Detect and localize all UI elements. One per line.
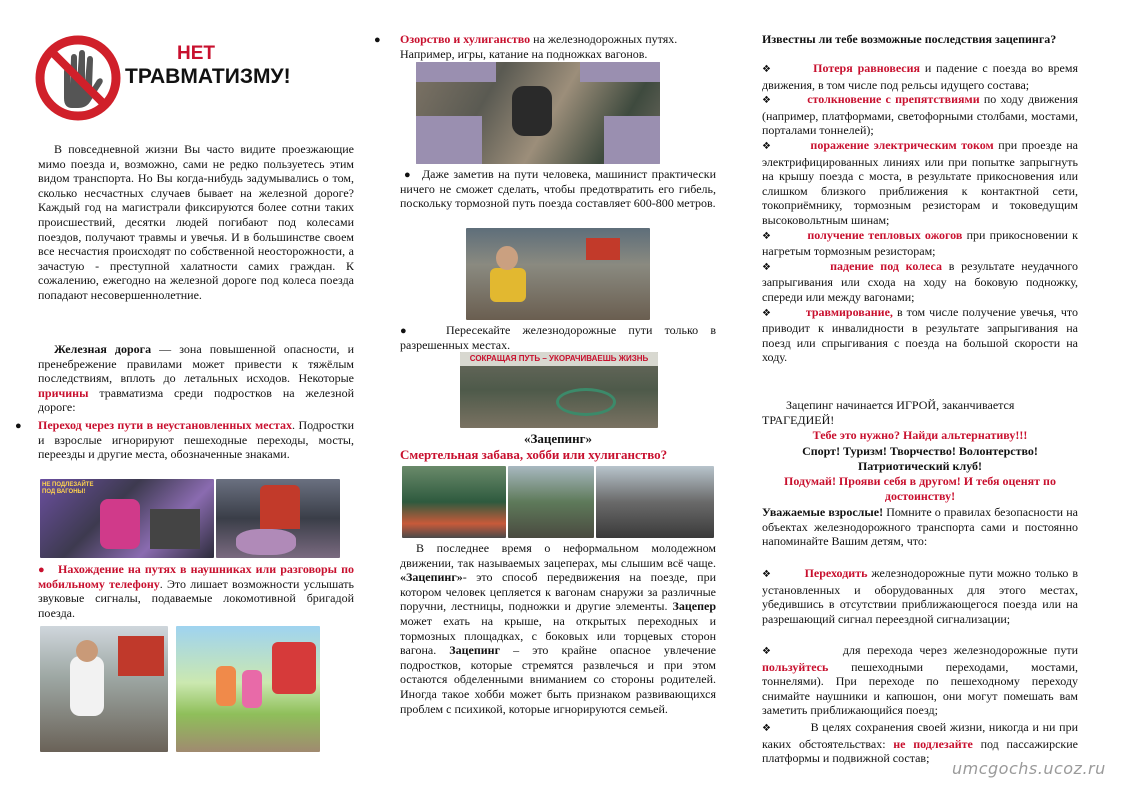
bullet-dot: ● xyxy=(15,420,22,432)
zacepping-subtitle: Смертельная забава, хобби или хулиганство? xyxy=(400,447,668,462)
find-alternative: Тебе это нужно? Найди альтернативу!!! xyxy=(812,428,1028,442)
zp-d: Зацепер xyxy=(672,599,716,614)
crossing-red: Переход через пути в неустановленных местах xyxy=(38,418,293,432)
rule2-text: пешеходными переходами, мостами, тоннелями). При переходе по пешеходному переходу снимайте наушники и капюшон, они могут помешать вам заметить приближающийся поезд; xyxy=(762,659,1078,718)
rule2-a: для перехода через железнодорожные пути xyxy=(842,643,1078,657)
adults-bold: Уважаемые взрослые! xyxy=(762,505,884,519)
rule2-red: пользуйтесь xyxy=(762,659,829,674)
photo-bike-on-rails xyxy=(460,352,658,428)
item-red: Потеря равновесия xyxy=(813,61,921,75)
rule3-text: под пассажирские платформы и подвижной состав; xyxy=(762,736,1078,766)
photo-caption-sign: НЕ ПОДЛЕЗАЙТЕ ПОД ВАГОНЫ! xyxy=(42,482,94,495)
zacepping-title: «Зацепинг» xyxy=(524,431,592,446)
bullet-permitted: Пересекайте железнодорожные пути только в разрешенных местах. xyxy=(400,323,716,352)
bullet-brake: Даже заметив на пути человека, машинист практически ничего не сможет сделать, чтобы предотвратить его гибель, поскольку тормозной путь поезда составляет 600-800 метров. xyxy=(400,167,716,211)
photo-train-surfers-1 xyxy=(402,466,506,538)
bullet-mischief xyxy=(400,32,716,61)
bullet-dot-c2-1: ● xyxy=(374,34,381,46)
logo xyxy=(34,34,124,124)
list-item: ❖ получение тепловых ожогов при прикосновении к нагретым тормозным резисторам; xyxy=(762,227,1078,259)
bullet-headphones xyxy=(38,562,354,620)
item-text: по ходу движения (например, платформами, светофорными столбами, мостами, порталами тоннелей); xyxy=(762,92,1078,138)
list-item: ❖ травмирование, в том числе получение увечья, что приводит к инвалидности в результате запрыгивания на поезд или спрыгивания с поезда на большой скорости на ходу. xyxy=(762,304,1078,365)
crossing-text: . Подростки и взрослые игнорируют пешеходные переходы, мосты, переезды и другие места, обозначенные знаками. xyxy=(38,418,355,462)
photo-kids-tracks xyxy=(176,626,320,752)
bullet-dot-c2-2: ● xyxy=(404,169,411,181)
photo-train-surfers-2 xyxy=(508,466,594,538)
rule-pedestrian: ❖ для перехода через железнодорожные пути пользуйтесь пешеходными переходами, мостами, тоннелями). При переходе по пешеходному переходу снимайте наушники и капюшон, они могут помешать вам заметить приближающийся поезд; xyxy=(762,643,1078,718)
photo-train-surfers-3 xyxy=(596,466,714,538)
alternatives-list: Спорт! Туризм! Творчество! Волонтерство! Патриотический клуб! xyxy=(802,444,1038,473)
bullet-dot-2: ● xyxy=(38,564,45,576)
rule-crossing: ❖ Переходить железнодорожные пути можно только в установленных и оборудованных для этого местах, убедившись в отсутствии приближающегося поезда или на разрешающий сигнал переездной сигнализации; xyxy=(762,566,1079,626)
mischief-text: на железнодорожных путях. Например, игры, катание на подножках вагонов. xyxy=(400,32,678,61)
mischief-red: Озорство и хулиганство xyxy=(400,32,531,46)
item-text: в том числе получение увечья, что приводит к инвалидности в результате запрыгивания на поезд или спрыгивания с поезда на большой скорости на ходу. xyxy=(762,304,1078,365)
zp-e: может ехать на крыше, на открытых переходных и тормозных площадках, с боковых или торцевых сторон вагона. xyxy=(400,613,716,658)
item-red: падение под колеса xyxy=(830,258,942,273)
rule3-red: не подлезайте xyxy=(893,736,973,751)
headphones-text: . Это лишает возможности услышать звуковые сигналы, подаваемые локомотивной бригадой поезда. xyxy=(38,576,355,620)
watermark: umcgochs.ucoz.ru xyxy=(952,759,1106,778)
photo-under-wagon xyxy=(40,479,214,558)
list-item: ❖ падение под колеса в результате неудачного запрыгивания или схода на ходу на боковую подножку, спереди или между вагонами; xyxy=(762,258,1078,304)
rule3-a: В целях сохранения своей жизни, никогда и ни при каких обстоятельствах: xyxy=(762,720,1078,751)
item-red: столкновение с препятствиями xyxy=(807,92,980,107)
item-red: получение тепловых ожогов xyxy=(807,227,963,242)
logo-title-1: НЕТ xyxy=(177,43,215,64)
adults-paragraph xyxy=(762,505,1078,549)
bullet-dot-c2-3: ● xyxy=(400,325,407,337)
photo-train-front xyxy=(216,479,340,558)
item-text: при проезде на электрифицированных линиях или при попытке запрыгнуть на крышу поезда с моста, в результате прикосновения или слишком близкого приближения к контактной сети, токоприёмнику, тормозным резисторам и токоведущим высоковольтным шинам; xyxy=(762,137,1078,227)
list-item: ❖ столкновение с препятствиями по ходу движения (например, платформами, светофорными столбами, мостами, порталами тоннелей); xyxy=(762,92,1078,138)
item-red: поражение электрическим током xyxy=(810,137,994,152)
railway-paragraph xyxy=(38,342,354,415)
rule1-text: железнодорожные пути можно только в установленных и оборудованных для этого местах, убедившись в отсутствии приближающегося поезда или на разрешающий сигнал переездной сигнализации; xyxy=(762,566,1079,626)
zp-c: - это способ передвижения на поезде, при котором человек цепляется к вагонам снаружи за различные поручни, лестницы, подножки и другие элементы. xyxy=(400,570,716,614)
item-text: в результате неудачного запрыгивания или схода на ходу на боковую подножку, спереди или между вагонами; xyxy=(762,258,1078,304)
logo-title-2: ТРАВМАТИЗМУ! xyxy=(125,65,291,88)
zp-b: «Зацепинг» xyxy=(400,570,463,585)
zp-g: – это крайне опасное увлечение подростков, которые стремятся развлечься и при этом остаются обделенными вниманием со стороны родителей. Иногда такое хобби может быть признаком развивающихся проблем с психикой, которые игнорируются семьей. xyxy=(400,643,716,716)
stop-hand-icon xyxy=(34,34,124,124)
adults-text: Помните о правилах безопасности на объектах железнодорожного транспорта сами и постоянно напоминайте Вашим детям, что: xyxy=(762,505,1078,549)
railway-bold: Железная дорога xyxy=(54,342,152,356)
photo-banner: СОКРАЩАЯ ПУТЬ – УКОРАЧИВАЕШЬ ЖИЗНЬ xyxy=(460,352,658,366)
intro-paragraph: В повседневной жизни Вы часто видите проезжающие мимо поезда и, возможно, сами не редко пользуетесь этим видом транспорта. Но Вы когда-нибудь задумывались о том, сколько несчастных случаев бывает на железной дороге? Каждый год на магистрали фиксируются более сотни таких происшествий, десятки людей погибают под колесами поездов, получают травмы и увечья. И в большинстве своем все несчастия происходят по собственной неосторожности, а зачастую - преступной халатности самих граждан. К сожалению, ежегодно на железной дороге под колеса поезда попадают несовершеннолетние. xyxy=(38,142,354,302)
game-tragedy: Зацепинг начинается ИГРОЙ, заканчивается ТРАГЕДИЕЙ! xyxy=(762,398,1015,427)
zp-a: В последнее время о неформальном молодежном движении, так называемых зацеперах, мы слышим всё чаще. xyxy=(400,541,716,570)
photo-boy-headphones xyxy=(40,626,168,752)
think-slogan: Подумай! Прояви себя в другом! И тебя оценят по достоинству! xyxy=(784,474,1056,503)
item-red: травмирование, xyxy=(805,304,893,319)
consequences-question: Известны ли тебе возможные последствия зацепинга? xyxy=(762,32,1057,46)
zacepping-paragraph xyxy=(400,541,716,716)
headphones-red: Нахождение на путях в наушниках или разговоры по мобильному телефону xyxy=(38,562,354,591)
causes-word: причины xyxy=(38,385,89,400)
rule1-red: Переходить xyxy=(804,566,868,580)
photo-collage-mischief xyxy=(416,62,660,164)
list-item: ❖ Потеря равновесия и падение с поезда во время движения, в том числе под рельсы идущего состава; xyxy=(762,61,1078,92)
causes-text: травматизма среди подростков на железной дороге: xyxy=(38,385,354,415)
railway-text: — зона повышенной опасности, и пренебрежение правилами может привести к тяжёлым последствиям, вплоть до летальных исходов. Некоторые xyxy=(38,342,355,386)
item-text: и падение с поезда во время движения, в том числе под рельсы идущего состава; xyxy=(762,61,1078,92)
consequences-list xyxy=(762,61,1078,365)
rule-never: ❖ В целях сохранения своей жизни, никогда и ни при каких обстоятельствах: не подлезайте под пассажирские платформы и подвижной состав; xyxy=(762,720,1078,766)
zp-f: Зацепинг xyxy=(449,643,501,658)
item-text: при прикосновении к нагретым тормозным резисторам; xyxy=(762,227,1078,259)
list-item: ❖ поражение электрическим током при проезде на электрифицированных линиях или при попытке запрыгнуть на крышу поезда с моста, в результате прикосновения или слишком близкого приближения к контактной сети, токоприёмнику, тормозным резисторам и токоведущим высоковольтным шинам; xyxy=(762,137,1078,227)
photo-sitting-on-rails xyxy=(466,228,650,320)
bullet-crossing xyxy=(38,418,354,462)
